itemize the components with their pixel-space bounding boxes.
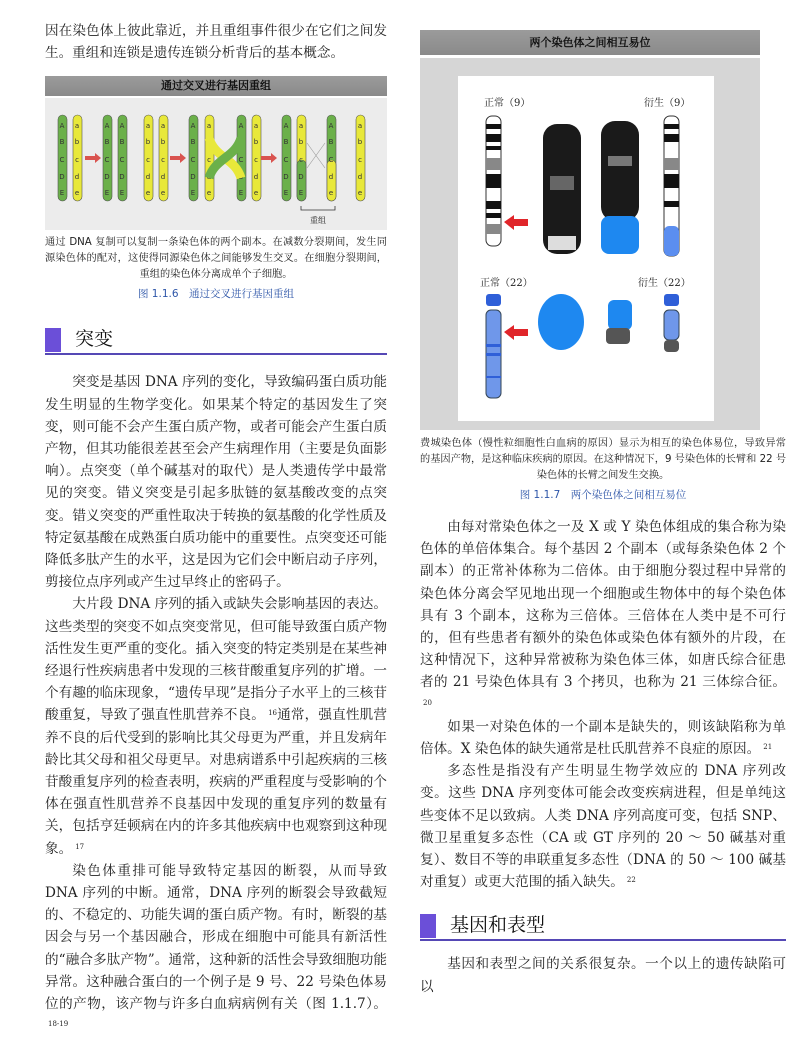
gene-label: C — [190, 156, 196, 165]
gene-label: A — [119, 122, 125, 131]
arrow-icon — [504, 325, 528, 340]
gene-label: a — [253, 122, 259, 131]
gene-label: A — [104, 122, 110, 131]
right-body — [420, 516, 786, 893]
gene-label: E — [298, 189, 304, 198]
gene-label: C — [283, 156, 289, 165]
gene-label: c — [254, 156, 258, 165]
gene-label: a — [298, 122, 304, 131]
heading-marker — [420, 914, 436, 938]
right-column — [420, 30, 786, 998]
gene-label: A — [283, 122, 289, 131]
paragraph: 如果一对染色体的一个副本是缺失的，则该缺陷称为单倍体。X 染色体的缺失通常是杜氏肌营养不良症的原因。 $^{21}$ — [420, 718, 786, 758]
gene-label: c — [146, 156, 150, 165]
intro-paragraph: 因在染色体上彼此靠近，并且重组事件很少在它们之间发生。重组和连锁是遗传连锁分析背后的基本概念。 — [45, 23, 387, 62]
gene-label: b — [357, 138, 363, 147]
gene-label: a — [160, 122, 166, 131]
gene-label: b — [74, 138, 80, 147]
recombination-bracket — [301, 206, 335, 210]
translocation-diagram — [458, 76, 714, 421]
label-normal-9: 正常（9） — [484, 98, 531, 109]
section-heading-gene-phenotype — [420, 911, 786, 941]
gene-label: e — [328, 189, 334, 198]
gene-label: e — [206, 189, 212, 198]
figure-image — [45, 98, 387, 230]
section-heading-mutation — [45, 325, 387, 355]
gene-label: a — [74, 122, 80, 131]
gene-label: c — [75, 156, 79, 165]
recombination-diagram — [45, 98, 387, 230]
gene-label: B — [104, 138, 110, 147]
gene-label: E — [104, 189, 110, 198]
footnote-ref[interactable]: 18-19 — [48, 1020, 69, 1029]
chromosome-9-normal-ideogram — [486, 116, 501, 246]
crossover-lines — [307, 143, 325, 168]
label-derivative-9: 衍生（9） — [644, 98, 691, 109]
gene-label: a — [206, 122, 212, 131]
gene-label: e — [145, 189, 151, 198]
arrow-icon — [170, 153, 186, 163]
gene-label: A — [190, 122, 196, 131]
paragraph: 多态性是指没有产生明显生物学效应的 DNA 序列改变。这些 DNA 序列变体可能会改变疾病进程，但是单纯这些变体不足以致病。人类 DNA 序列高度可变，包括 SNP、微卫星重复多态性（CA 或 GT 序列的 20 ～ 50 碱基对重复）、数目不等的串联重复多态性（DNA 的 50 ～ 100 碱基对重复）或更大范围的插入缺失。 $^{22}$ — [420, 763, 786, 891]
gene-label: C — [328, 156, 334, 165]
gene-label: C — [238, 156, 244, 165]
figure-label: 图 1.1.6 通过交叉进行基因重组 — [137, 288, 295, 301]
heading-marker — [45, 328, 61, 352]
footnote-ref[interactable]: 20 — [423, 698, 432, 707]
chromosome-9-photo — [543, 124, 581, 254]
gene-label: b — [298, 138, 304, 147]
chromosome-der9-ideogram — [664, 116, 679, 256]
gene-label: e — [160, 189, 166, 198]
gene-label: E — [190, 189, 196, 198]
gene-label: a — [357, 122, 363, 131]
arrow-icon — [85, 153, 101, 163]
gene-label: c — [299, 156, 303, 165]
gene-label: B — [283, 138, 289, 147]
gene-label: B — [59, 138, 65, 147]
gene-label: e — [74, 189, 80, 198]
figure-header: 通过交叉进行基因重组 — [45, 76, 387, 96]
paragraph: 由每对常染色体之一及 X 或 Y 染色体组成的集合称为染色体的单倍体集合。每个基因 2 个副本（或每条染色体 2 个副本）的正常补体称为二倍体。由于细胞分裂过程中异常的染色体分离会罕见地出现一个细胞或生物体中的每个染色体具有 3 个副本，这称为三倍体。三倍体在人类中是不可行的，但有些患者有额外的染色体或染色体有额外的片段，在这种情况下，这种异常被称为染色体三体，如唐氏综合征患者的 21 号染色体具有 3 个拷贝，也称为 21 三体综合征。$^{20}$ — [420, 519, 786, 707]
heading-text: 突变 — [75, 328, 114, 351]
label-derivative-22: 衍生（22） — [638, 278, 691, 289]
gene-label: D — [190, 173, 196, 182]
gene-label: D — [59, 173, 65, 182]
chromosome-der22-ideogram — [664, 294, 679, 352]
gene-label: D — [298, 173, 304, 182]
left-column — [45, 20, 387, 1038]
paragraph: 大片段 DNA 序列的插入或缺失会影响基因的表达。这些类型的突变不如点突变常见，但可能导致蛋白质产物活性发生更严重的变化。插入突变的特定类别是在某些神经退行性疾病患者中发现的三核苷酸重复序列的扩增。一个有趣的临床现象，“遗传早现”是指分子水平上的三核苷酸重复，导致了强直性肌营养不良。 $^{16}$通常，强直性肌营养不良的后代受到的影响比其父母更为严重，并且发病年龄比其父母和祖父母更早。对患病谱系中引起疾病的三核苷酸重复序列的检查表明，疾病的严重程度与受影响的个体在强直性肌营养不良基因中发现的重复序列的数量有关，包括亨廷顿病在内的许多其他疾病中也观察到这种现象。 $^{17}$ — [45, 596, 388, 857]
mutation-section — [45, 371, 387, 1037]
figure-1-1-6 — [45, 76, 387, 301]
paragraph: 基因和表型之间的关系很复杂。一个以上的遗传缺陷可以 — [420, 956, 786, 995]
gene-label: E — [238, 189, 244, 198]
gene-label: e — [357, 189, 363, 198]
figure-caption: 费城染色体（慢性粒细胞性白血病的原因）显示为相互的染色体易位，导致异常的基因产物，是这种临床疾病的原因。在这种情况下，9 号染色体的长臂和 22 号染色体的长臂之间发生交换。 — [420, 438, 786, 481]
footnote-ref[interactable]: 22 — [626, 876, 636, 885]
gene-label: d — [160, 173, 166, 182]
gene-label: a — [145, 122, 151, 131]
gene-label: D — [119, 173, 125, 182]
gene-label: d — [74, 173, 80, 182]
gene-label: C — [59, 156, 65, 165]
figure-image — [420, 58, 760, 430]
label-normal-22: 正常（22） — [480, 278, 533, 289]
footnote-ref[interactable]: 16 — [268, 709, 277, 718]
chromosome-der9-photo — [601, 121, 639, 254]
gene-label: B — [119, 138, 125, 147]
gene-label: d — [328, 173, 334, 182]
gene-label: c — [358, 156, 362, 165]
gene-label: d — [357, 173, 363, 182]
figure-label: 图 1.1.7 两个染色体之间相互易位 — [519, 489, 687, 501]
gene-label: b — [145, 138, 151, 147]
gene-label: C — [119, 156, 125, 165]
arrow-icon — [504, 215, 528, 230]
gene-label: d — [206, 173, 212, 182]
chromosome-der22-photo — [606, 300, 632, 344]
paragraph: 突变是基因 DNA 序列的变化，导致编码蛋白质功能发生明显的生物学变化。如果某个特定的基因发生了突变，则可能不会产生蛋白质产物，或者可能会产生蛋白质产物，但其功能很差甚至会产生病理作用（主要是负面影响）。点突变（单个碱基对的取代）是人类遗传学中最常见的突变。错义突变是引起多肽链的氨基酸改变的点突变。错义突变的严重性取决于转换的氨基酸的化学性质及特定氨基酸在成熟蛋白质功能中的重要性。点突变还可能降低多肽产生的水平，这是因为它们会中断启动子序列，剪接位点序列或产生过早终止的密码子。 — [45, 374, 387, 591]
figure-1-1-7 — [420, 30, 760, 430]
paragraph: 染色体重排可能导致特定基因的断裂，从而导致 DNA 序列的中断。通常，DNA 序列的断裂会导致截短的、不稳定的、功能失调的蛋白质产物。有时，断裂的基因会与另一个基因融合，形成在细胞中可能具有新活性的“融合多肽产物”。通常，这种新的活性会导致细胞功能异常。这种融合蛋白的一个例子是 9 号、22 号染色体易位的产物，该产物与许多白血病病例有关（图 1.1.7）。$^{18-19}$ — [45, 862, 387, 1029]
gene-label: E — [59, 189, 65, 198]
footnote-ref[interactable]: 17 — [75, 842, 85, 851]
gene-label: A — [59, 122, 65, 131]
gene-label: A — [238, 122, 244, 131]
gene-label: B — [190, 138, 196, 147]
gene-label: e — [253, 189, 259, 198]
gene-label: b — [206, 138, 212, 147]
heading-text: 基因和表型 — [450, 914, 546, 937]
gene-label: b — [253, 138, 259, 147]
figure-header: 两个染色体之间相互易位 — [420, 30, 760, 55]
footnote-ref[interactable]: 21 — [763, 743, 773, 752]
arrow-icon — [261, 153, 277, 163]
gene-label: D — [283, 173, 289, 182]
gene-label: b — [160, 138, 166, 147]
gene-label: A — [328, 122, 334, 131]
gene-label: d — [253, 173, 259, 182]
gene-label: E — [283, 189, 289, 198]
chromosome-22-normal-ideogram — [486, 294, 501, 398]
gene-label: E — [119, 189, 125, 198]
figure-caption: 通过 DNA 复制可以复制一条染色体的两个副本。在减数分裂期间，发生同源染色体的配对，这使得同源染色体之间能够发生交叉。在细胞分裂期间，重组的染色体分离成单个子细胞。 — [45, 237, 387, 281]
gene-label: c — [207, 156, 211, 165]
gene-label: B — [328, 138, 334, 147]
chromosome-22-photo — [538, 294, 584, 350]
gene-label: D — [104, 173, 110, 182]
gene-label: B — [238, 138, 244, 147]
gene-label: d — [145, 173, 151, 182]
recombination-label: 重组 — [310, 216, 326, 226]
right-last — [420, 953, 786, 997]
gene-label: D — [238, 173, 244, 182]
gene-label: C — [104, 156, 110, 165]
gene-label: c — [161, 156, 165, 165]
